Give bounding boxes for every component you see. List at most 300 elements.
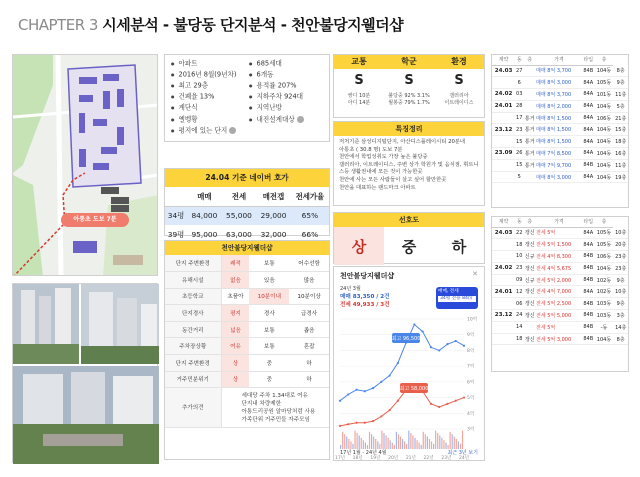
features-summary — [333, 121, 485, 206]
x-tick-label: 21년 — [405, 456, 416, 461]
floor-cell: 19층 — [613, 171, 628, 183]
volume-bar — [421, 445, 422, 449]
cell: 55,000 — [222, 206, 257, 225]
summary-line: 스등 생활권내에 모든 것이 가능한곳 — [339, 169, 423, 176]
bldg-cell: 104동 — [595, 148, 614, 160]
title-main: 시세분석 - 불당동 단지분석 - 천안불당지웰더샵 — [102, 16, 404, 34]
date-cell: 24.01 — [492, 286, 515, 298]
volume-bar — [354, 431, 355, 449]
day-cell: 22 — [515, 227, 523, 239]
col-header: 계약 — [492, 217, 515, 227]
type-cell: 84A — [582, 100, 595, 112]
sub-line: 아디 14분 — [347, 100, 371, 106]
day-cell: 15 — [515, 136, 523, 148]
day-cell: 27 — [515, 65, 523, 77]
date-cell — [492, 136, 515, 148]
day-cell: 15 — [515, 159, 523, 171]
sub-line: 쌍디 10분 — [347, 93, 371, 99]
feature-item: ● 옐벵황 — [171, 115, 245, 125]
day-cell: 23 — [515, 124, 523, 136]
table-row — [165, 371, 329, 388]
bldg-cell: 104동 — [595, 171, 614, 183]
kind-cell — [523, 171, 536, 183]
volume-bar — [450, 432, 451, 449]
table-row — [165, 355, 329, 372]
score-sub — [434, 93, 484, 107]
table-row[interactable] — [492, 148, 628, 160]
feature-item: ● 685세대 — [249, 59, 323, 69]
kind-cell — [523, 321, 536, 333]
score-head: 교통 — [334, 55, 384, 69]
table-row[interactable] — [492, 159, 628, 171]
volume-bar — [443, 440, 444, 449]
volume-bar — [390, 440, 391, 449]
volume-bar — [359, 435, 360, 449]
kind-cell: 통거 — [523, 112, 536, 124]
table-row[interactable] — [492, 124, 628, 136]
col-header: 타입 — [582, 55, 595, 65]
volume-bar — [394, 445, 395, 449]
volume-bar — [456, 439, 457, 449]
photo-collage — [12, 283, 158, 463]
data-point — [438, 349, 440, 351]
badge-sub: 전용 84㎡ — [451, 296, 473, 301]
row-label: 유해시설 — [165, 272, 221, 289]
row-label: 동간거리 — [165, 321, 221, 338]
row-label: 주차장상황 — [165, 338, 221, 355]
cell: 66% — [301, 230, 319, 239]
floor-cell: 21층 — [613, 112, 628, 124]
col-header: 층 — [595, 217, 614, 227]
badge-line — [438, 296, 476, 302]
table-row[interactable] — [492, 65, 628, 77]
table-row[interactable] — [492, 251, 628, 263]
recent-3y-link[interactable]: 최근 3년 보기 — [447, 450, 478, 456]
bldg-cell: 106동 — [595, 112, 614, 124]
jeonse-transactions — [491, 216, 629, 372]
col-header: 타입 — [582, 217, 595, 227]
cell: 하 — [289, 371, 329, 388]
cell: 평지 — [221, 305, 249, 322]
table-row[interactable] — [492, 321, 628, 333]
trade-transactions — [491, 54, 629, 208]
table-row[interactable] — [492, 262, 628, 274]
price-cell: 매매 8억 3,700 — [536, 65, 582, 77]
bldg-cell: 101동 — [595, 89, 614, 101]
col-header: 전세가율 — [291, 187, 329, 206]
note-line: 세대당 주차 1.34대로 여유 — [241, 392, 308, 399]
type-cell: 84A — [582, 136, 595, 148]
day-cell: 23 — [515, 262, 523, 274]
data-point — [355, 422, 357, 424]
period-label: 24년 3월 — [340, 286, 361, 292]
type-cell: 84A — [582, 227, 595, 239]
price-header: 24.04 기준 네이버 호가 — [165, 169, 329, 187]
table-row[interactable] — [492, 274, 628, 286]
table-row — [165, 206, 329, 225]
data-point — [389, 409, 391, 411]
volume-bar — [431, 441, 432, 449]
table-row[interactable] — [492, 333, 628, 345]
volume-bar — [414, 438, 415, 449]
floor-cell: 11층 — [613, 89, 628, 101]
volume-bar — [361, 438, 362, 449]
price-cell: 매매 8억 1,500 — [536, 136, 582, 148]
type-cell: 84B — [582, 310, 595, 322]
bldg-cell: 104동 — [595, 262, 614, 274]
volume-bar — [344, 434, 345, 449]
trade-text: 매매 83,350 / 2건 — [340, 294, 390, 300]
cell: 84,000 — [187, 206, 222, 225]
callout-jeonse: 최고 58,000 — [399, 386, 429, 392]
volume-bar — [462, 431, 463, 449]
kind-cell: 갱신 — [523, 286, 536, 298]
evaluation-grid — [164, 240, 330, 460]
price-cell: 전세 4억 7,000 — [536, 286, 582, 298]
data-point — [389, 374, 391, 376]
type-cell: 84A — [582, 77, 595, 89]
cell: 39평 — [167, 230, 185, 239]
kind-cell: 신규 — [523, 251, 536, 263]
date-cell — [492, 274, 515, 286]
day-cell: 26 — [515, 148, 523, 160]
bldg-cell: 104동 — [595, 65, 614, 77]
data-point — [364, 390, 366, 392]
volume-bar — [400, 437, 401, 449]
y-tick-label: 9억 — [467, 333, 475, 339]
price-cell: 매매 7억 8,500 — [536, 148, 582, 160]
type-cell: 84A — [582, 239, 595, 251]
x-tick-label: 20년 — [388, 456, 399, 461]
x-tick-label: 23년 — [441, 456, 452, 461]
data-point — [372, 387, 374, 389]
price-cell: 전세 5억 5,000 — [536, 310, 582, 322]
volume-bar — [429, 439, 430, 449]
feature-item: ● 계단식 — [171, 103, 245, 113]
feature-item: ● 아파트 — [171, 59, 245, 69]
close-icon[interactable]: ✕ — [472, 270, 478, 278]
floor-cell: 3층 — [613, 310, 628, 322]
note-line: 단지내 차량제한 — [241, 400, 282, 407]
note-line: 가족단위 거주민들 자주모임 — [241, 416, 310, 423]
data-point — [455, 400, 457, 402]
table-row[interactable] — [492, 89, 628, 101]
bldg-cell: 105동 — [595, 77, 614, 89]
bldg-cell: 104동 — [595, 333, 614, 345]
floor-cell: 9층 — [613, 298, 628, 310]
data-point — [347, 423, 349, 425]
data-point — [430, 403, 432, 405]
volume-bar — [373, 437, 374, 449]
price-cell: 매매 8억 3,000 — [536, 77, 582, 89]
data-point — [372, 420, 374, 422]
feature-label: 평지에 있는 단지 — [178, 126, 228, 135]
col-header: 전세 — [222, 187, 257, 206]
kind-cell — [523, 65, 536, 77]
bldg-cell: 105동 — [595, 239, 614, 251]
date-cell: 23.12 — [492, 124, 515, 136]
feature-item: ● 용적률 207% — [249, 81, 323, 91]
day-cell: 5 — [515, 171, 523, 183]
kind-cell: 갱신 — [523, 333, 536, 345]
cell: 혼잡 — [289, 338, 329, 355]
summary-line: 천안에 사는 모든 사람들이 살고 싶어 할만한곳 — [339, 176, 447, 183]
x-tick-label: 24년 — [458, 456, 470, 461]
cell: 중 — [249, 371, 289, 388]
table-row[interactable] — [492, 298, 628, 310]
cell: 넓음 — [221, 321, 249, 338]
sub-line: 월봉중 79% 1.7% — [388, 100, 430, 106]
price-cell: 전세 5억 2,500 — [536, 298, 582, 310]
price-cell: 매매 8억 3,700 — [536, 89, 582, 101]
col-header — [165, 187, 187, 206]
table-row — [165, 321, 329, 338]
col-header: 계약 — [492, 55, 515, 65]
feature-item: ● 최고 29층 — [171, 81, 245, 91]
table-row[interactable] — [492, 310, 628, 322]
data-point — [422, 330, 424, 332]
table-row[interactable] — [492, 239, 628, 251]
price-chart[interactable] — [333, 266, 485, 461]
date-cell: 24.03 — [492, 65, 515, 77]
cell: 보통 — [249, 321, 289, 338]
date-cell — [492, 77, 515, 89]
bldg-cell: 104동 — [595, 136, 614, 148]
cell: 많음 — [289, 272, 329, 289]
table-row[interactable] — [492, 171, 628, 183]
row-label: 초등학교 — [165, 288, 221, 305]
col-header: 동 — [515, 217, 523, 227]
cell: 있음 — [249, 272, 289, 289]
floor-cell: 8층 — [613, 65, 628, 77]
price-cell: 전세 5억 1,500 — [536, 239, 582, 251]
floor-cell: 8층 — [613, 333, 628, 345]
kind-cell: 갱신 — [523, 262, 536, 274]
bldg-cell: 104동 — [595, 124, 614, 136]
map-graphic — [13, 55, 158, 276]
callout-trade: 최고 96,500 — [391, 336, 421, 342]
site-map[interactable] — [12, 54, 158, 276]
volume-bar — [348, 439, 349, 449]
floor-cell: 23층 — [613, 262, 628, 274]
type-cell: 84A — [582, 89, 595, 101]
price-cell: 매매 8억 2,000 — [536, 100, 582, 112]
floor-cell: 16층 — [613, 148, 628, 160]
bldg-cell: 106동 — [595, 251, 614, 263]
data-point — [430, 346, 432, 348]
row-label: 단지 주변환경 — [165, 355, 221, 372]
volume-bar — [398, 434, 399, 449]
pref-header: 선호도 — [334, 213, 484, 227]
volume-bar — [363, 440, 364, 449]
score-head: 환경 — [434, 55, 484, 69]
info-icon[interactable] — [229, 127, 236, 134]
cell: 32,000 — [260, 230, 287, 239]
jeonse-text: 전세 49,933 / 3건 — [340, 302, 390, 308]
cell: 10분이상 — [289, 288, 329, 305]
floor-cell: 10층 — [613, 286, 628, 298]
day-cell: 18 — [515, 333, 523, 345]
summary-line: 천안을 대표하는 랜드마크 아파트 — [339, 184, 416, 191]
cell: 보통 — [249, 338, 289, 355]
type-cell: 84B — [582, 251, 595, 263]
bldg-cell: -동 — [595, 321, 614, 333]
data-point — [364, 422, 366, 424]
table-row — [165, 305, 329, 322]
data-point — [339, 400, 341, 402]
volume-bar — [423, 432, 424, 449]
type-cell: 84A — [582, 286, 595, 298]
date-cell: 24.01 — [492, 100, 515, 112]
volume-bar — [435, 431, 436, 449]
kind-cell: 통거 — [523, 159, 536, 171]
special-header: 특징정리 — [334, 122, 484, 136]
type-cell: 84A — [582, 171, 595, 183]
price-cell: 전세 5억 2,000 — [536, 274, 582, 286]
date-cell — [492, 239, 515, 251]
volume-bar — [458, 441, 459, 449]
table-row[interactable] — [492, 286, 628, 298]
day-cell: 03 — [515, 89, 523, 101]
date-cell — [492, 321, 515, 333]
price-cell: 전세 4억 8,300 — [536, 251, 582, 263]
volume-bar — [350, 441, 351, 449]
summary-line: 저처기준 삼성디지털단지, 아산디스플레이시티 20분내 — [339, 139, 466, 145]
sub-line: 불당중 92% 3.1% — [388, 93, 430, 99]
data-point — [463, 345, 465, 347]
sub-line: 이트레이디스 — [444, 100, 474, 106]
kind-cell — [523, 89, 536, 101]
type-cell: 84B — [582, 333, 595, 345]
cell: 63,000 — [226, 230, 252, 239]
col-header: 매매 — [187, 187, 222, 206]
cell: 중 — [249, 355, 289, 372]
volume-bar — [412, 435, 413, 449]
data-point — [446, 343, 448, 345]
table-row — [165, 255, 329, 272]
cell: 초품아 — [221, 288, 249, 305]
date-cell — [492, 251, 515, 263]
volume-bar — [410, 433, 411, 449]
feature-item: ● 6개동 — [249, 70, 323, 80]
data-point — [339, 425, 341, 427]
cell: 29,000 — [256, 206, 291, 225]
floor-cell: 5층 — [613, 100, 628, 112]
volume-bar — [439, 435, 440, 449]
badge-line: 매매, 전세 — [438, 289, 459, 294]
kind-cell: 갱신 — [523, 227, 536, 239]
day-cell: 18 — [515, 239, 523, 251]
volume-bar — [375, 439, 376, 449]
y-tick-label: 5억 — [467, 396, 475, 402]
info-icon[interactable] — [297, 116, 304, 123]
floor-cell: 14층 — [613, 321, 628, 333]
cell: 하 — [289, 355, 329, 372]
cell: 보통 — [249, 255, 289, 272]
chart-plot — [334, 311, 486, 471]
table-row[interactable] — [492, 100, 628, 112]
day-cell: 09 — [515, 274, 523, 286]
asking-price-table — [164, 168, 330, 239]
feature-item-with-info — [171, 126, 323, 136]
x-tick-label: 17년 — [334, 456, 346, 461]
score-value: S — [404, 73, 414, 88]
day-cell: 06 — [515, 298, 523, 310]
volume-bar — [388, 438, 389, 449]
row-label: 추가의견 — [165, 388, 221, 428]
badge-size: 34평 — [440, 296, 451, 301]
kind-cell: 통거 — [523, 124, 536, 136]
date-cell — [492, 298, 515, 310]
cell: 34평 — [165, 206, 187, 225]
volume-bar — [452, 434, 453, 449]
x-tick-label: 18년 — [352, 456, 363, 461]
table-row — [165, 272, 329, 289]
type-cell: 84A — [582, 124, 595, 136]
data-point — [463, 396, 465, 398]
price-cell: 전세 4억 5,675 — [536, 262, 582, 274]
bldg-cell: 104동 — [595, 159, 614, 171]
volume-bar — [425, 434, 426, 449]
bldg-cell: 104동 — [595, 100, 614, 112]
volume-bar — [392, 443, 393, 449]
note-row — [165, 388, 329, 428]
table-row[interactable] — [492, 112, 628, 124]
table-row[interactable] — [492, 77, 628, 89]
date-cell: 23.12 — [492, 310, 515, 322]
floor-cell: 20층 — [613, 239, 628, 251]
day-cell: 17 — [515, 112, 523, 124]
chart-period: 17년 1월 - 24년 4월 — [340, 450, 387, 456]
floor-cell: 10층 — [613, 227, 628, 239]
col-header: 가격 — [536, 217, 582, 227]
cell: 급경사 — [289, 305, 329, 322]
price-cell: 전세 5억 — [536, 227, 582, 239]
note-cell — [221, 388, 329, 428]
table-row[interactable] — [492, 136, 628, 148]
col-header: 층 — [523, 55, 536, 65]
cell: 65% — [291, 206, 329, 225]
cell: 10분이내 — [249, 288, 289, 305]
filter-badge[interactable] — [436, 287, 478, 309]
cell: 쾌적 — [221, 255, 249, 272]
kind-cell: 통거 — [523, 136, 536, 148]
score-head: 학군 — [384, 55, 434, 69]
bldg-cell: 102동 — [595, 286, 614, 298]
bldg-cell: 102동 — [595, 274, 614, 286]
score-value: S — [354, 73, 364, 88]
volume-bar — [342, 432, 343, 449]
data-point — [397, 362, 399, 364]
volume-bar — [408, 431, 409, 449]
feature-item: ● 지역난방 — [249, 103, 323, 113]
score-sub — [334, 93, 384, 107]
day-cell: 24 — [515, 310, 523, 322]
volume-bar — [427, 437, 428, 449]
volume-bar — [369, 432, 370, 449]
volume-bar — [416, 440, 417, 449]
y-tick-label: 7억 — [467, 364, 475, 370]
col-header: 층 — [523, 217, 536, 227]
type-cell: 84B — [582, 274, 595, 286]
date-cell — [492, 112, 515, 124]
table-row[interactable] — [492, 227, 628, 239]
table-row — [165, 338, 329, 355]
kind-cell — [523, 100, 536, 112]
type-cell: 84B — [582, 65, 595, 77]
price-cell: 매매 8억 3,000 — [536, 171, 582, 183]
kind-cell: 갱신 — [523, 239, 536, 251]
